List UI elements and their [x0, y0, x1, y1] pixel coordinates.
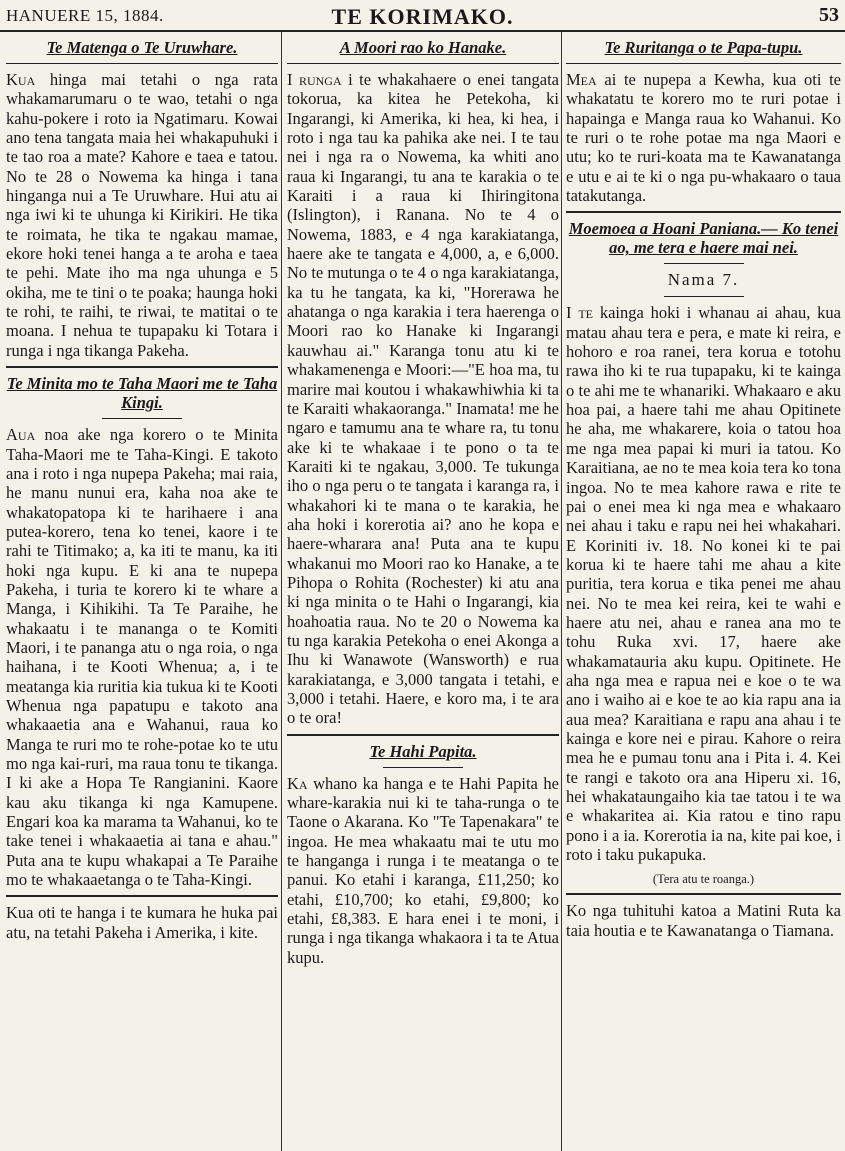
article-lead: Mea — [566, 70, 597, 89]
article-body — [6, 70, 278, 360]
divider — [287, 734, 559, 736]
divider — [6, 895, 278, 897]
article-lead: I te — [566, 303, 593, 323]
article-body: Ko nga tuhituhi katoa a Matini Ruta ka taia houtia e te Kawanatanga o Tiamana. — [566, 901, 841, 940]
column-2 — [287, 32, 559, 1151]
column-divider — [561, 32, 562, 1151]
divider — [6, 366, 278, 368]
column-3 — [566, 32, 841, 1151]
divider — [664, 263, 744, 264]
page-number: 53 — [819, 4, 839, 26]
divider — [6, 63, 278, 64]
divider — [102, 418, 182, 419]
article-heading: Moemoea a Hoani Paniana.— Ko tenei ao, me tera e haere mai nei. — [568, 219, 839, 258]
article-heading: A Moori rao ko Hanake. — [339, 38, 507, 57]
article-text: hinga mai tetahi o nga rata whakamarumaru o te wao, tetahi o nga kahu-pokere i roto ia Ngatimaru. Kowai ano tena tangata maia hei whakapuhuki i te tao roa a mate? Kahore e taea e tatou. No te 28 o Nowema ka hinga i tana hinganga nui a Te Uruwhare. Hui atu ai nga iwi ki te uhunga ki Kirikiri. He tika te roimata, he tika te ngakau mamae, ekore hoki tenei hanga a te aroha e taea te pehi. Mate iho ma nga uhunga e 5 okiha, me te tini o te poaka; haunga hoki te rohi, te raihi, te riwai, te matitai o te moana. I nehua te tupapaku ki Totara i runga i nga tikanga Pakeha. — [6, 70, 278, 360]
column-divider — [281, 32, 282, 1151]
article-lead: I runga — [287, 70, 342, 89]
column-1 — [6, 32, 278, 1151]
article-heading: Te Matenga o Te Uruwhare. — [46, 38, 238, 57]
article-body: Kua oti te hanga i te kumara he huka pai atu, na tetahi Pakeha i Amerika, i kite. — [6, 903, 278, 942]
newspaper-title: TE KORIMAKO. — [331, 4, 514, 29]
divider — [566, 63, 841, 64]
article-heading: Te Ruritanga o te Papa-tupu. — [604, 38, 803, 57]
divider — [383, 767, 463, 768]
article-text: i te whakahaere o enei tangata tokorua, ka kitea he Petekoha, ki Ingarangi, ki Amerika, ki hea, ki hea, i roto i nga tau ka pahika ake nei. I te tau nei i nga ra o Nowema, ka whiti ano raua ki Ingarangi, tu ana te karakia o te Karaiti i a raua ki Ihiringitona (Islington), i Ranana. No te 4 o Nowema, 1883, e 4 nga karakiatanga, haere ake te tangata e 4,000, a, e 6,000. No te mutunga o te 4 o nga karakiatanga, ka tu he tangata, ka ki, "Horerawa he ahatanga o nga karakia i tera haerenga o Moori rao ko Hanake ki Ingarangi kauwhau ai." Karanga tonu atu ki te whakamenenga e Moori:—"E hoa ma, tu marire mai koutou i whakawhiwhia ki ta te Karaiti whakaoranga." Inamata! me he ngaro e tamumu ana te whare ra, tu tonu ake ki te whakaae i te pono o ta te Karaiti ki te ngakau, 3,000. Te tukunga iho o nga peru o te tangata i karanga ra, i whakahori ki te mana o te karakia, he aha hoki i korerotia ai? ano he kopa e haere-wharara ana! Puta ana te kupu whakanui mo Moori rao ko Hanake, a te Pihopa o Rohita (Rochester) ki atu ana ki nga minita o te Hahi o Ingarangi, kia hoahoatia raua. No te 20 o Nowema ka tu nga karakia Petekoha o enei Akonga a Ihu ki Wanawote (Wansworth) e rua karakiatanga, e 3,000 tangata i tetahi, e 3,000 i tetahi. Haere, e koro ma, i te ara o te ora! — [287, 70, 559, 728]
article-lead: Ka — [287, 773, 308, 793]
divider — [664, 296, 744, 297]
continued-note: (Tera atu te roanga.) — [652, 872, 755, 887]
article-lead: Aua — [6, 425, 36, 445]
divider — [566, 893, 841, 895]
article-body — [287, 774, 559, 967]
article-text: whano ka hanga e te Hahi Papita he whare-karakia nui ki te taha-runga o te Taone o Akarana. Ko "Te Tapenakara" te ingoa. He mea whakaatu mai te utu mo te hanganga i runga i te meatanga o te panui. Ko etahi i karanga, £11,250; ko etahi, £10,700; ko etahi, £9,800; ko etahi, £8,383. E hara enei i te moni, i runga i nga tikanga whakaora i ta te Atua kupu. — [287, 773, 559, 967]
article-text: ai te nupepa a Kewha, kua oti te whakatatu te korero mo te ruri potae i hapainga e Manga raua ko Wahanui. Ko te ruri o te rohe potae ma nga Maori e utu; ko te ruri-koata ma te Kawanatanga e utu e ai te ki o nga pu-whakaaro o taua tatakutanga. — [566, 70, 841, 206]
article-body — [566, 70, 841, 205]
article-body — [287, 70, 559, 728]
masthead — [0, 0, 845, 32]
article-heading: Te Minita mo te Taha Maori me te Taha Kingi. — [6, 374, 278, 413]
divider — [566, 211, 841, 213]
article-body — [6, 425, 278, 889]
article-heading: Te Hahi Papita. — [369, 741, 477, 761]
article-body — [566, 303, 841, 864]
article-text: kainga hoki i whanau ai ahau, kua matau ahau tera e pera, e mate ki reira, e hohoro e roa ranei, tera korua e totohu rawa iho ki te rua tupapaku, ki te kainga o te ahi me te whanariki. Whakaaro e aku hoa pai, a haere tahi me ahau Opitinete he aha, me whakarere, koia o tatou hoa me nga mea papai ki muri ia tatou. Ko Karaitiana, ae no te mea koia tera ko tona ingoa. No te mea kahore rawa e rite te pai o enei mea ki nga mea e whakaaro nei ahau i taku e rapu nei hei whakahari. E Koriniti iv. 18. No konei ki te pai korua ki te haere tahi me ahau a kite puritia, tera korua e tika penei me ahau nei. No te mea kei reira, kei te wahi e haere atu nei, ahau e ranea ana mo te tohu Ruka xvi. 17, haere ake whakamatauria aku kupu. Opitinete. He aha nga mea e rapua nei e koe o te wa ano i waiho ai e koe te ao kia rapu ana ia aua mea? Karaitiana e rapu ana ahau i te kainga e kore nei e pirau. Kahore o reira mea he e pumau tonu ana i Pita i. 4. Kei te rangi e takoto ora ana Hiperu xi. 16, hei whakataungaiho kia tae tatou i te wa e whakaritea ai. Kia ratou e tino rapu pono i a ia. Korerotia ia na, kite pai koe, i roto i taku pukapuka. — [566, 303, 841, 865]
article-text: noa ake nga korero o te Minita Taha-Maori me te Taha-Kingi. E takoto ana i roto i nga nupepa Pakeha; mai raia, he manu nunui era, kaha noa ake te whakatopatopa ki te harihaere i ana putea-korero, tena ko tenei, kaore i te rahi te Titimako; a, ka iti te manu, ka iti hoki nga kupu. E ki ana te nupepa Pakeha, i turia te korero ki te whare a Manga, i Kihikihi. Ta Te Paraihe, he whakaatu i te mananga o te Komiti Maori, i te pananga atu o nga roia, o nga haihana, i te Kooti Whenua; a, i te meatanga kia ruritia kia tukua ki te Kooti Whenua nga papatupu e takoto ana whakaaetia ana e Wahanui, raua ko Manga te ruri mo te rohe-potae ko te utu mo nga kai-ruri, ma raua tonu te tikanga. I ki ake a Hopa Te Rangianini. Kaore kau aku tikanga ki nga Kamupene. Engari koa ka marama ta Wahanui, ko te take tenei i whakaaetia ai tana e ahau." Puta ana te kupu whakapai a Te Paraihe mo te whakaaetanga o te Taha-Kingi. — [6, 425, 278, 890]
issue-date: HANUERE 15, 1884. — [6, 6, 164, 25]
divider — [287, 63, 559, 64]
article-lead: Kua — [6, 70, 36, 89]
chapter-number: Nama 7. — [667, 270, 740, 290]
